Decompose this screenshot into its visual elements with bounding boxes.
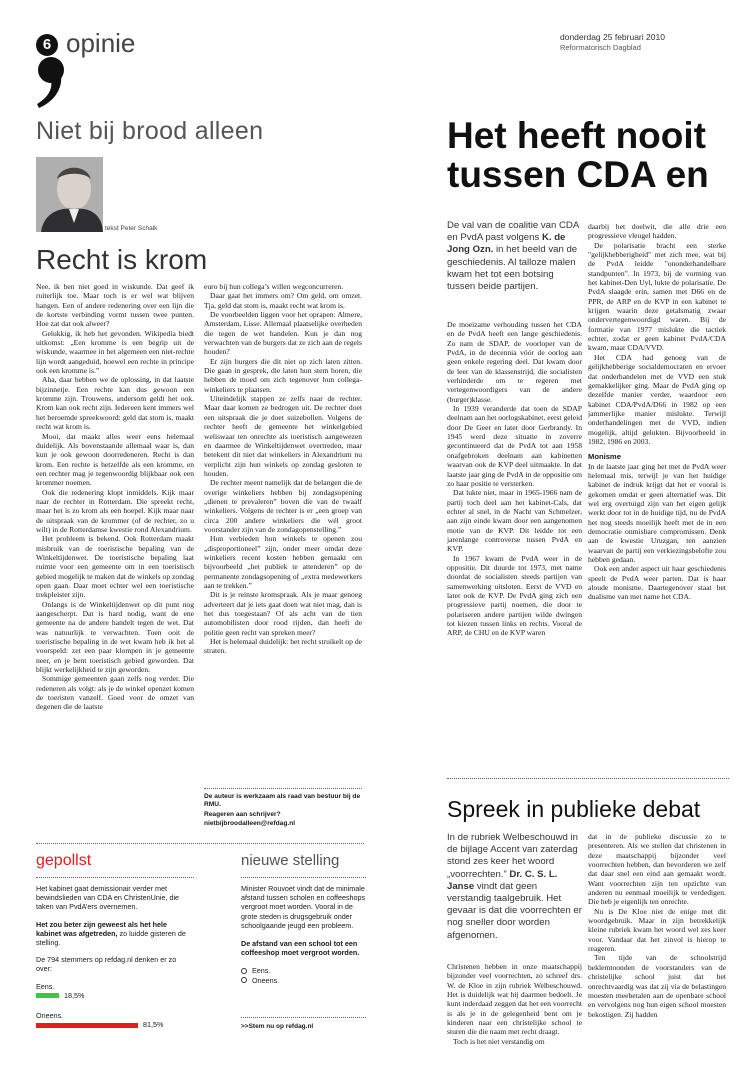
- poll-question-statement: Het zou beter zijn geweest als het hele kabinet was afgetreden,: [36, 919, 168, 938]
- date-label: donderdag 25 februari 2010: [560, 32, 665, 42]
- reactions-label: Reageren aan schrijver?: [204, 811, 281, 818]
- author-email-link[interactable]: nietbijbroodalleen@refdag.nl: [204, 820, 296, 827]
- statement-option-label: Eens.: [252, 966, 271, 976]
- article-subheading: Monisme: [588, 452, 621, 462]
- column-text-col1: Nee, ik ben niet goed in wiskunde. Dat geef ik ruiterlijk toe. Maar toch is er wel wat blijven hangen. Een of andere redenering over een lijn die de kortste verbinding vormt tussen twee punten. Hoe zat dat ook alweer? Gelukkig, ik heb het gevonden. Wikipedia biedt uitkomst: „Een kromme is een begrip uit de wiskunde, waarmee in het algemeen een niet-rechte lijn wordt aangeduid, hoewel een rechte in principe ook een kromme is.” Aha, daar hebben we de oplossing, in dat laatste bijzinnetje. Een rechte kan dus gewoon een kromme zijn. Trouwens, andersom geldt het ook. Krom kan ook recht zijn. Iedereen kent immers wel het beroemde spreekwoord: geld dat stom is, maakt recht wat krom is. Mooi, dat maakt alles weer eens helemaal duidelijk. Als bovenstaande allemaal waar is, dan kun je ook gewoon doorredeneren. Recht is dan krom. Een rechte is hetzelfde als een kromme, en een rechter mag je tegenwoordig blijkbaar ook een krommer noemen. Ook die redenering klopt inmiddels. Kijk maar naar de rechter in Rotterdam. Die spreekt recht, maar het is zo krom als een hoepel. Kijk maar naar de uitspraak van de krommer (of de rechter, zo u wilt) in de Rotterdamse kwestie rond Alexandrium. Het probleem is bekend. Ook Rotterdam maakt misbruik van de toeristische bepaling van de Winkeltijdenwet. De toeristische bepaling laat ruimte voor een gemeente om in een toeristisch gebied mogelijk te maken dat de winkels op zondag open gaan. Daar moet echter wel een toeristische trekpleister zijn. Onlangs is de Winkeltijdenwet op dit punt nog aangescherpt. Dat is hard nodig, want de ene gemeente na de andere handelt tegen de wet. Dat was natuurlijk te verwachten. Toen ooit de toeristische bepaling in de wet kwam heb ik het al voorspeld: zet een paar klompen in je gemeente neer, en je bent toeristisch gebied geworden. Dat blijkt werkelijkheid te zijn geworden. Sommige gemeenten gaan zelfs nog verder. Die redeneren als volgt: als je de winkel openzet komen de toeristen vanzelf. Goed voor de omzet van degenen die de laatste: [36, 282, 194, 712]
- poll-result-bar: [36, 1023, 138, 1028]
- divider-dotted: [447, 778, 729, 779]
- poll-intro: Het kabinet gaat demissionair verder met bewindslieden van CDA en ChristenUnie, die taken van PvdA’ers overnemen.: [36, 884, 180, 912]
- author-note: De auteur is werkzaam als raad van bestuur bij de RMU.: [204, 793, 361, 809]
- page-number-badge: 6: [36, 34, 58, 56]
- poll-respondents: De 794 stemmers op refdag.nl denken er zo over:: [36, 955, 177, 974]
- debate-text-col1: Christenen hebben in onze maatschappij bijzonder veel voorrechten, zo schreef drs. W. de Kloe in zijn rubriek Welbeschouwd. Het is duidelijk wat hij daarmee bedoelt. Je kunt inderdaad zeggen dat het een voorrecht is als je in de gelegenheid bent om je kinderen naar een christelijke school te sturen die die naam met recht draagt. Toch is het niet verstandig om: [447, 962, 582, 1046]
- article-lead: [447, 220, 582, 293]
- divider-dotted: [241, 1017, 366, 1018]
- statement-option-agree[interactable]: [241, 966, 366, 975]
- debate-lead: [447, 832, 582, 942]
- poll-result-row: [36, 1020, 194, 1030]
- article-text-col2: daarbij het doelwit, die alle drie een progressieve vleugel hadden. De polarisatie bracht een sterke "gelijkhebberigheid" met zich mee, wat bij de PvdA leidde "ononderhandelbare standpunten". In 1973, bij de vorming van het kabinet-Den Uyl, lukte de polarisatie. De PvdA slaagde erin, samen met D66 en de PPR, de ARP en de KVP in een kabinet te krijgen waarin deze getalsmatig zwaar ondervertegenwoordigd waren. Bij de formatie van 1977 mislukte die tactiek echter, zodat er geen kabinet PvdA/CDA kwam, maar CDA/VVD. Het CDA had genoeg van de gelijkhebberige socialdemocraten en ervoer dat onderhandelen met de VVD een stuk gemakkelijker ging. Maar de PvdA ging op dezelfde manier verder, waardoor een kabinet CDA/PvdA/D66 in 1982 op een jammerlijke manier mislukte. Terwijl onderhandelingen met de VVD, indien mogelijk, altijd gelukten. Bijvoorbeeld in 1982, 1986 en 2003. Monisme In de laatste jaar ging het met de PvdA weer helemaal mis, terwijl je van het huidige kabinet de indruk krijgt dat het er vooral is gekomen omdat er geen alternatief was. Dit wel erg overtuigd zijn van het eigen gelijk werkt door tot in de huidige tijd, nu de PvdA het nog steeds moeilijk heeft met de in een democratie onmisbare compromissen. Denk aan de kwestie Uruzgan, ten aanzien waarvan de partij een verkiezingsbelofte zou hebben gedaan. Ook een ander aspect uit haar geschiedenis speelt de PvdA weer parten. Dat is haar aloude monisme. Daartegenover staat het dualisme van met name het CDA.: [588, 222, 726, 602]
- statement-box: [241, 852, 366, 1057]
- author-photo: [36, 157, 103, 232]
- poll-question: [36, 920, 194, 948]
- lead-text: In de rubriek Welbeschouwd in de bijlage Accent van zaterdag stond zes keer het woord „voorrechten.”: [447, 832, 579, 880]
- statement-option-disagree[interactable]: [241, 976, 366, 985]
- divider-dotted: [36, 843, 364, 844]
- article-text-col1: De moeizame verhouding tussen het CDA en de PvdA heeft een lange geschiedenis. Zo nam de SDAP, de voorloper van de PvdA, in de decennia vóór de oorlog aan geen enkele regering deel. Dat kwam door de leer van de klassenstrijd, die socialisten verhinderde om te regeren met vertegenwoordigers van de andere (burger)klasse. In 1939 veranderde dat toen de SDAP deelnam aan het oorlogskabinet, eerst geleid door De Geer en later door Gerbrandy. In 1945 werd deze situatie in zoverre gecontinueerd dat de PvdA tot aan 1958 onafgebroken deelnam aan kabinetten waarvan ook de KVP deel uitmaakte. In dat laatste jaar ging de PvdA in de oppositie om zo haar positie te versterken. Dat lukte niet, maar in 1965-1966 nam de partij toch deel aan het kabinet-Cals, dat echter al snel, in de Nacht van Schmelzer, aan zijn einde kwam door een aangenomen motie van de KVP. Dit leidde tot een jarenlange controverse tussen PvdA en KVP. In 1967 kwam de PvdA weer in de oppositie. Dit duurde tot 1973, met name doordat de socialisten steeds partijen van samenwerking uitsloten. Eerst de VVD en later ook de KVP. De PvdA ging zich een progressieve partij noemen, die door te polariseren andere partijen wilde dwingen tot kiezen tussen links en rechts. Vooral de ARP, de CHU en de KVP waren: [447, 320, 582, 638]
- divider-dotted: [204, 788, 362, 789]
- lead-text: De val van de coalitie van CDA en PvdA past volgens: [447, 220, 579, 244]
- comma-icon: [33, 56, 69, 110]
- newspaper-label: Reformatorisch Dagblad: [560, 43, 641, 52]
- vote-link[interactable]: >>Stem nu op refdag.nl: [241, 1022, 314, 1030]
- poll-question-suffix: zo luidde gisteren de stelling.: [36, 928, 186, 948]
- lead-author: K. de Jong Ozn.: [447, 232, 566, 256]
- poll-option-label: Oneens.: [36, 1010, 64, 1020]
- lead-text: in het beeld van de geschiedenis. Al talloze malen kwam het tot een botsing tussen beide partijen.: [447, 244, 578, 293]
- poll-title: gepollst: [36, 852, 92, 869]
- lead-author: Dr. C. S. L. Janse: [447, 868, 558, 892]
- poll-box: [36, 852, 194, 1057]
- statement-title: nieuwe stelling: [241, 852, 340, 869]
- article-headline-line1: Het heeft nooit: [447, 115, 706, 156]
- statement-text: De afstand van een school tot een coffeeshop moet vergroot worden.: [241, 939, 360, 958]
- debate-text-col2: dat in de publieke discussie zo te presenteren. Als we stellen dat christenen in deze maatschappij bijzonder veel voorrechten hebben, dan bevorderen we zelf dat daar snel een eind aan gemaakt wordt. Want voorrechten zijn ten opzichte van anderen nu eenmaal moeilijk te verdedigen. Die heb je eigenlijk ten onrechte. Nu is De Kloe niet de enige met dit woordgebruik. Maar in zijn betrekkelijk kleine rubriek kwam het woord wel zes keer voor. Vandaar dat het zinvol is hierop te reageren. Ten tijde van de schoolstrijd beklemtoonden de voorstanders van de christelijke school juist dat het onrechtvaardig was dat zij via de belastingen moesten meebetalen aan de openbare school en vervolgens nog hun eigen school moesten bekostigen. Zij hadden: [588, 832, 726, 1019]
- radio-icon[interactable]: [241, 977, 247, 983]
- poll-result-percent: 81,5%: [143, 1020, 164, 1030]
- page-header: [0, 0, 738, 120]
- debate-headline: Spreek in publieke debat: [447, 796, 701, 822]
- column-headline: Recht is krom: [36, 244, 208, 275]
- statement-intro: Minister Rouvoet vindt dat de minimale afstand tussen scholen en coffeeshops vergroot moet worden. Vooral in de grote steden is drugsgebruik onder schoolgaande jeugd een probleem.: [241, 884, 366, 930]
- series-title: Niet bij brood alleen: [36, 117, 264, 145]
- lead-text: vindt dat geen verstandig taalgebruik. Het gevaar is dat die voorrechten er nog sneller door worden afgenomen.: [447, 880, 582, 941]
- divider-dotted: [241, 877, 366, 878]
- statement-option-label: Oneens.: [252, 975, 280, 985]
- poll-result-row: [36, 991, 194, 1001]
- poll-result-percent: 18,5%: [64, 991, 85, 1001]
- article-headline-line2: tussen CDA en: [447, 154, 709, 195]
- column-text-col2: euro bij hun collega’s willen wegconcurreren. Daar gaat het immers om? Om geld, om omzet. Tja, geld dat stom is, maakt recht wat krom is. De voorbeelden liggen voor het oprapen: Almere, Amsterdam, Lisse. Allemaal plaatselijke overheden die tegen de wet handelen. Kun je dan nog verwachten van de burgers dat ze zich aan de regels houden? Er zijn burgers die dit niet op zich laten zitten. Die gaan in gesprek, die laten hun stem horen, die hebben de moed om zich tegenover hun collega-winkeliers te plaatsen. Uiteindelijk stappen ze zelfs naar de rechter. Maar daar komen ze bedrogen uit. De rechter doet een uitspraak die je doet suizebollen. Volgens de rechter heeft de gemeente het winkelgebied weliswaar ten onrechte als toeristisch aangewezen en daarmee de Winkeltijdenwet overtreden, maar betekent dit niet dat winkeliers in Alexandrium nu verplicht zijn hun winkels op zondag gesloten te houden. De rechter meent namelijk dat de belangen die de overige winkeliers hebben bij zondagsopening „dienen te prevaleren” boven die van de twaalf winkeliers. Volgens de rechter is er „een groep van circa 200 andere winkeliers die wél groot voorstander zijn van de zondagopenstelling.” Hun verbieden hun winkels te openen zou „disproportioneel” zijn, onder meer omdat deze winkeliers recent kosten hebben gemaakt om bijvoorbeeld „het publiek te attenderen” op de permanente zondagsopening of „extra medewerkers aan te trekken.” Dit is je reinste kromspraak. Als je maar genoeg adverteert dat je iets gaat doen wat niet mag, dan is het dus toegestaan? Of als acht van de tien automobilisten door rood rijden, dan heeft de politie geen recht van spreken meer? Het is helemaal duidelijk: het recht struikelt op de straten.: [204, 282, 362, 656]
- radio-icon[interactable]: [241, 968, 247, 974]
- poll-option-label: Eens.: [36, 981, 55, 991]
- section-label: opinie: [66, 28, 136, 58]
- poll-result-bar: [36, 993, 59, 998]
- photo-caption: tekst Peter Schalk: [105, 225, 158, 232]
- divider-dotted: [36, 877, 194, 878]
